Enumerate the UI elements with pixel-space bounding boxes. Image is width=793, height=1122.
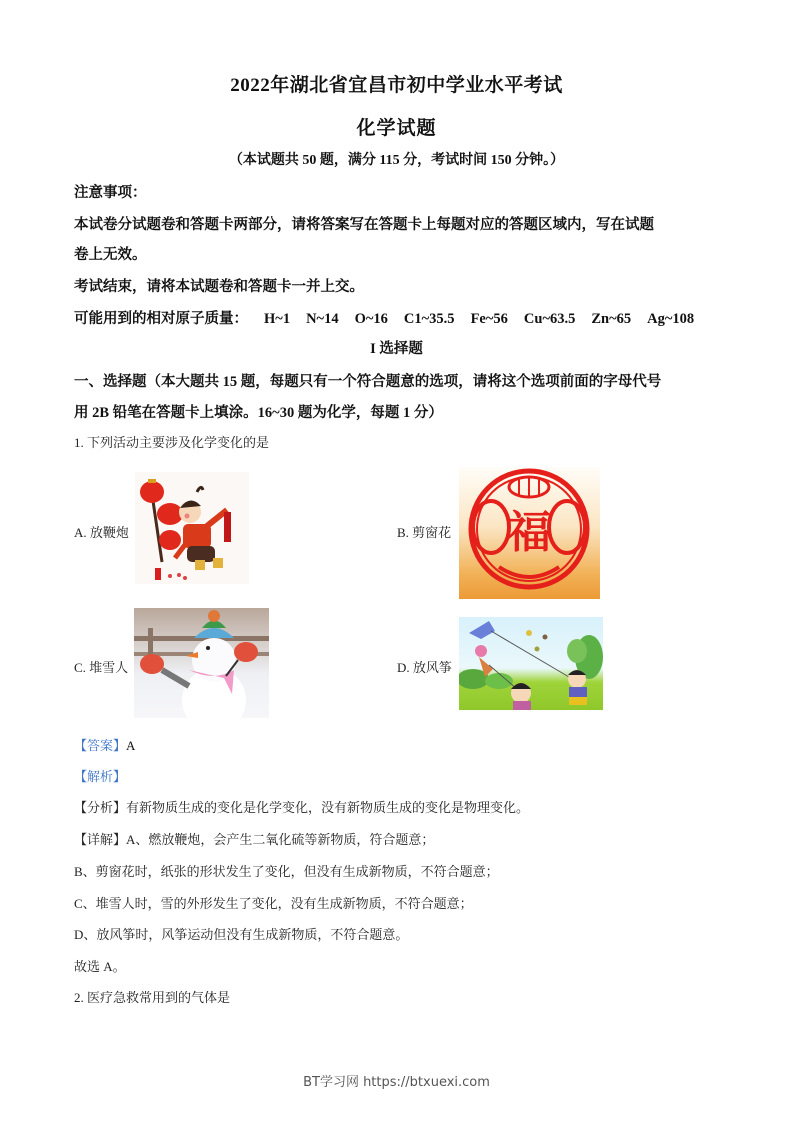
question-1-stem: 1. 下列活动主要涉及化学变化的是 xyxy=(74,435,270,450)
detail-b: B、剪窗花时，纸张的形状发生了变化，但没有生成新物质，不符合题意； xyxy=(74,864,499,879)
atomic-mass-cl: C1~35.5 xyxy=(403,311,455,327)
xiangjie-text: A、燃放鞭炮，会产生二氧化硫等新物质，符合题意； xyxy=(126,832,435,847)
xiangjie-line xyxy=(74,829,434,848)
conclusion: 故选 A。 xyxy=(74,959,126,974)
answer-line xyxy=(74,735,135,754)
subject-title: 化学试题 xyxy=(356,118,437,139)
answer-tag: 【答案】 xyxy=(74,738,127,753)
kite-flying-illustration-icon xyxy=(459,617,603,710)
option-a-label: A. 放鞭炮 xyxy=(74,525,129,540)
option-d-image xyxy=(459,617,603,710)
part-title: I 选择题 xyxy=(370,341,423,357)
exam-title: 2022年湖北省宜昌市初中学业水平考试 xyxy=(230,75,563,96)
question-2-stem: 2. 医疗急救常用到的气体是 xyxy=(74,990,231,1005)
atomic-masses-label: 可能用到的相对原子质量： xyxy=(74,311,248,327)
option-c-image xyxy=(134,608,269,718)
atomic-mass-zn: Zn~65 xyxy=(591,311,632,327)
notice-line-3: 考试结束，请将本试题卷和答题卡一并上交。 xyxy=(74,279,364,295)
notice-line-1: 本试卷分试题卷和答题卡两部分，请将答案写在答题卡上每题对应的答题区域内，写在试题 xyxy=(74,217,654,233)
option-c-label: C. 堆雪人 xyxy=(74,660,129,675)
svg-text:福: 福 xyxy=(507,507,551,558)
footer-watermark: BT学习网 https://btxuexi.com xyxy=(303,1075,490,1090)
atomic-mass-h: H~1 xyxy=(264,311,291,327)
detail-d: D、放风筝时，风筝运动但没有生成新物质，不符合题意。 xyxy=(74,927,409,942)
notice-heading: 注意事项： xyxy=(74,185,147,201)
fenxi-text: 有新物质生成的变化是化学变化，没有新物质生成的变化是物理变化。 xyxy=(126,800,530,815)
section-instructions-line-2: 用 2B 铅笔在答题卡上填涂。16~30 题为化学，每题 1 分） xyxy=(74,405,443,421)
atomic-mass-ag: Ag~108 xyxy=(647,311,695,327)
fenxi-line xyxy=(74,797,529,816)
option-b-label: B. 剪窗花 xyxy=(397,525,452,540)
atomic-mass-cu: Cu~63.5 xyxy=(523,311,576,327)
snowman-photo-icon xyxy=(134,608,269,718)
option-b-image xyxy=(459,467,600,599)
atomic-masses xyxy=(74,307,694,328)
fenxi-tag: 【分析】 xyxy=(74,800,127,815)
notice-line-2: 卷上无效。 xyxy=(74,247,147,263)
exam-info: （本试题共 50 题，满分 115 分，考试时间 150 分钟。） xyxy=(228,153,565,168)
answer-value: A xyxy=(126,738,136,753)
child-firecracker-illustration-icon xyxy=(135,472,249,584)
atomic-mass-o: O~16 xyxy=(354,311,388,327)
atomic-mass-n: N~14 xyxy=(306,311,339,327)
section-instructions-line-1: 一、选择题（本大题共 15 题，每题只有一个符合题意的选项，请将这个选项前面的字母代号 xyxy=(74,374,662,390)
analysis-tag: 【解析】 xyxy=(74,769,127,784)
option-a-image xyxy=(135,472,249,584)
detail-c: C、堆雪人时，雪的外形发生了变化，没有生成新物质，不符合题意； xyxy=(74,896,473,911)
paper-cut-fu-illustration-icon xyxy=(459,467,600,599)
xiangjie-tag: 【详解】 xyxy=(74,832,127,847)
atomic-mass-fe: Fe~56 xyxy=(470,311,508,327)
analysis-heading xyxy=(74,766,126,785)
option-d-label: D. 放风筝 xyxy=(397,660,452,675)
